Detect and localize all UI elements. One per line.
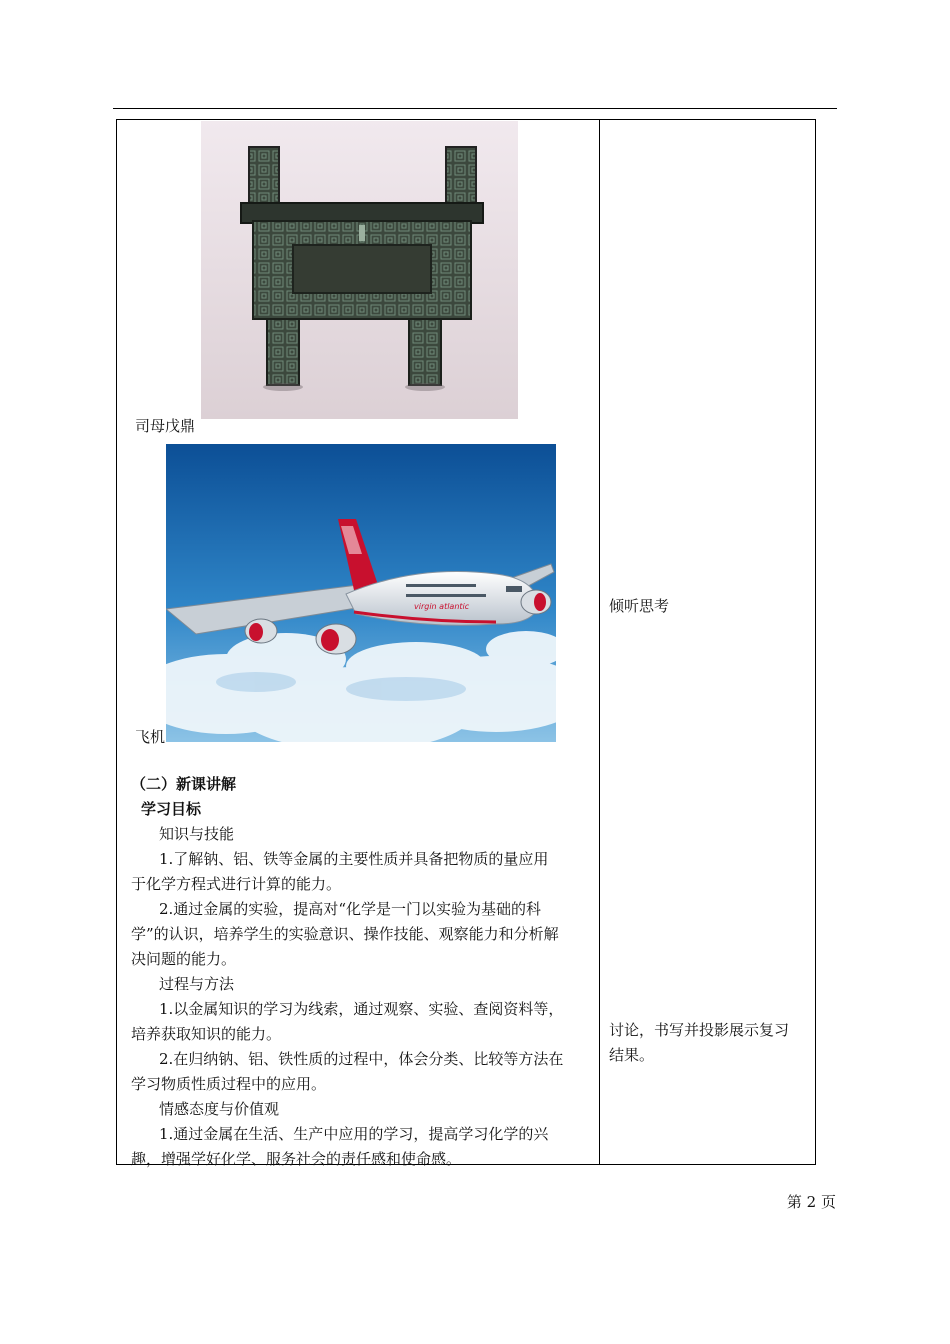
- text-line: 过程与方法: [159, 975, 235, 993]
- section-subheading: 学习目标: [141, 800, 202, 818]
- text-line: 学”的认识，培养学生的实验意识、操作技能、观察能力和分析解: [131, 925, 559, 943]
- text-line: 1.通过金属在生活、生产中应用的学习，提高学习化学的兴: [159, 1125, 549, 1143]
- column-divider: [599, 120, 600, 1164]
- note-listen: 倾听思考: [609, 597, 670, 615]
- lesson-table: [116, 119, 816, 1168]
- header-rule: [113, 108, 837, 109]
- student-activity-listen: [609, 594, 815, 619]
- text-line: 1.以金属知识的学习为线索，通过观察、实验、查阅资料等，: [159, 1000, 564, 1018]
- ding-caption: 司母戊鼎: [135, 417, 196, 435]
- bronze-ding-image: [201, 121, 518, 419]
- airplane-image: [166, 444, 556, 742]
- text-line: 趣，增强学好化学、服务社会的责任感和使命感。: [131, 1150, 462, 1168]
- text-line: 1.了解钠、铝、铁等金属的主要性质并具备把物质的量应用: [159, 850, 549, 868]
- section-heading: （二）新课讲解: [131, 775, 237, 793]
- airplane-caption: 飞机: [135, 728, 166, 746]
- lesson-content: [131, 772, 593, 1172]
- airplane-photo-icon: [166, 444, 556, 742]
- text-line: 决问题的能力。: [131, 950, 237, 968]
- bronze-ding-vessel-photo-icon: [201, 121, 518, 419]
- text-line: 2.在归纳钠、铝、铁性质的过程中，体会分类、比较等方法在: [159, 1050, 564, 1068]
- page-number: 第 2 页: [786, 1193, 836, 1211]
- note-discuss-line2: 结果。: [609, 1046, 655, 1064]
- livery-text: virgin atlantic: [414, 602, 470, 611]
- text-line: 知识与技能: [159, 825, 235, 843]
- note-discuss-line1: 讨论，书写并投影展示复习: [609, 1021, 790, 1039]
- text-line: 于化学方程式进行计算的能力。: [131, 875, 342, 893]
- student-activity-discuss: [609, 1018, 815, 1068]
- text-line: 培养获取知识的能力。: [131, 1025, 282, 1043]
- text-line: 2.通过金属的实验，提高对“化学是一门以实验为基础的科: [159, 900, 541, 918]
- text-line: 学习物质性质过程中的应用。: [131, 1075, 327, 1093]
- text-line: 情感态度与价值观: [159, 1100, 280, 1118]
